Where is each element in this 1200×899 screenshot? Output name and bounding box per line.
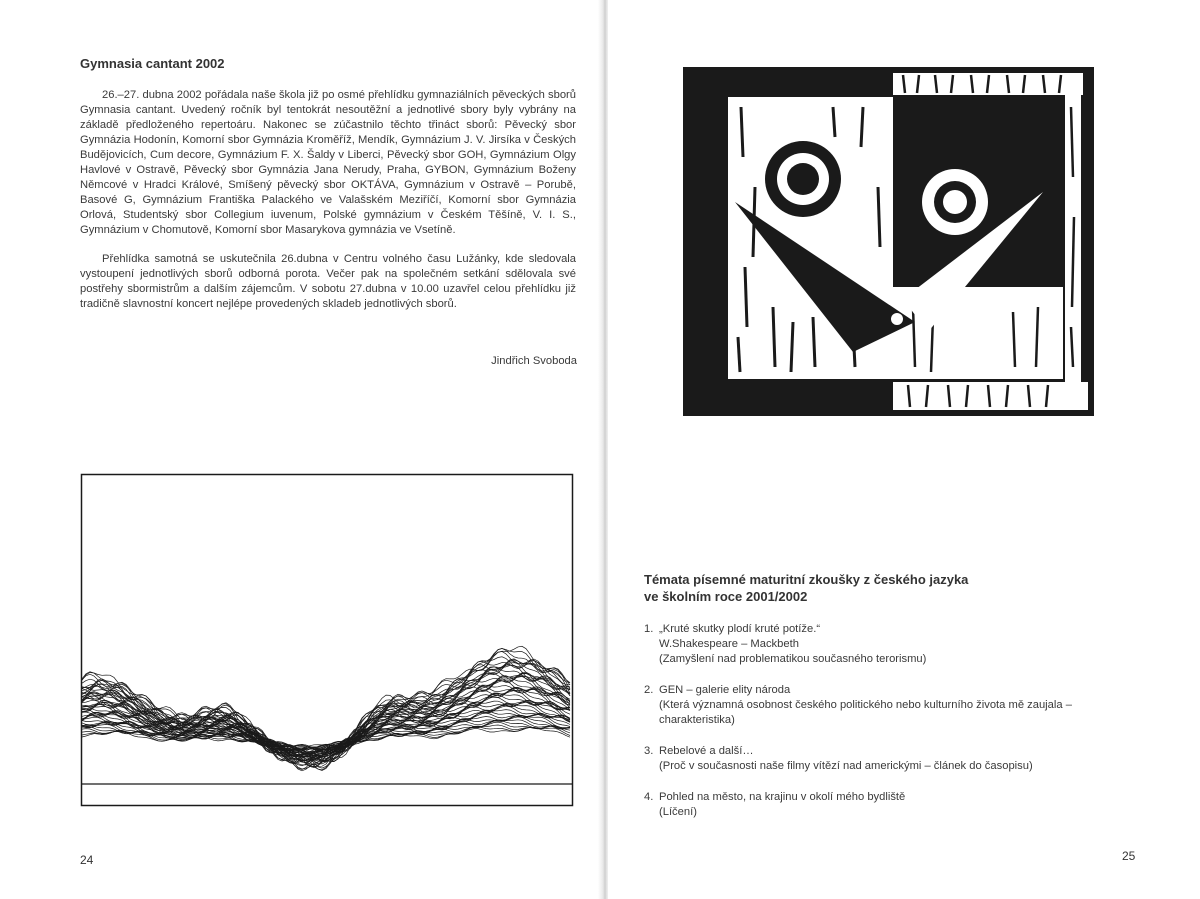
- article-body: [80, 88, 576, 326]
- exam-topic-line: GEN – galerie elity národa: [659, 684, 791, 696]
- exam-topic-line: (Zamyšlení nad problematikou současného terorismu): [659, 653, 927, 665]
- exam-title-line: Témata písemné maturitní zkoušky z českého jazyka: [644, 572, 969, 587]
- exam-topic-line: (Proč v současnosti naše filmy vítězí nad americkými – článek do časopisu): [659, 760, 1033, 772]
- right-page: [608, 0, 1200, 899]
- exam-topic-item: [644, 790, 1164, 820]
- contour-landscape-drawing: [80, 473, 574, 807]
- article-signature: Jindřich Svoboda: [491, 355, 577, 367]
- exam-topics-title: [644, 571, 1164, 605]
- exam-topic-number: 2.: [644, 684, 654, 696]
- exam-topic-line: (Která významná osobnost českého politického nebo kulturního života mě zaujala –: [659, 699, 1072, 711]
- exam-topics-list: [644, 622, 1164, 836]
- exam-topic-item: [644, 744, 1164, 774]
- page-number: 24: [80, 853, 94, 867]
- exam-topic-line: (Líčení): [659, 806, 697, 818]
- exam-topic-line: charakteristika): [659, 714, 735, 726]
- exam-title-line: ve školním roce 2001/2002: [644, 589, 808, 604]
- exam-topic-line: W.Shakespeare – Mackbeth: [659, 638, 799, 650]
- article-paragraph: Přehlídka samotná se uskutečnila 26.dubna v Centru volného času Lužánky, kde sledovala vystoupení jednotlivých sborů odborná porota. Večer pak na společném setkání sdělovala své postřehy sbormistrům a dalším zájemcům. V sobotu 27.dubna v 10.00 uzavřel celou přehlídku již tradičně slavnostní koncert nejlépe provedených skladeb jednotlivých sborů.: [80, 253, 576, 310]
- article-paragraph: 26.–27. dubna 2002 pořádala naše škola již po osmé přehlídku gymnaziálních pěveckých sborů Gymnasia cantant. Uvedený ročník byl tentokrát nesoutěžní a jednotlivé sbory byly vybrány na základě předloženého repertoáru. Nakonec se zúčastnilo těchto třináct sborů: Pěvecký sbor Gymnázia Hodonín, Komorní sbor Gymnázia Kroměříž, Mendík, Gymnázium J. V. Jirsíka v Českých Budějovicích, Cum decore, Gymnázium F. X. Šaldy v Liberci, Pěvecký sbor GOH, Gymnázium Olgy Havlové v Ostravě, Pěvecký sbor Gymnázia Jana Nerudy, Praha, GYBON, Gymnázium Boženy Němcové v Hradci Králové, Smíšený pěvecký sbor OKTÁVA, Gymnázium v Ostravě – Porubě, Basové G, Gymnázium Františka Palackého ve Valašském Meziříčí, Komorní sbor Gymnázia Orlová, Studentský sbor Collegium iuvenum, Polské gymnázium v Českém Těšíně, V. I. S., Gymnázium v Chomutově, Komorní sbor Masarykova gymnázia ve Vsetíně.: [80, 89, 576, 236]
- page-number: 25: [1122, 849, 1136, 863]
- woodcut-face-illustration: [683, 67, 1094, 416]
- exam-topic-line: Pohled na město, na krajinu v okolí mého bydliště: [659, 791, 906, 803]
- exam-topic-item: [644, 622, 1164, 667]
- exam-topic-line: „Kruté skutky plodí kruté potíže.“: [659, 623, 821, 635]
- article-title: Gymnasia cantant 2002: [80, 56, 225, 71]
- exam-topic-line: Rebelové a další…: [659, 745, 754, 757]
- exam-topic-number: 3.: [644, 745, 654, 757]
- exam-topic-item: [644, 683, 1164, 728]
- exam-topic-number: 1.: [644, 623, 654, 635]
- exam-topic-number: 4.: [644, 791, 654, 803]
